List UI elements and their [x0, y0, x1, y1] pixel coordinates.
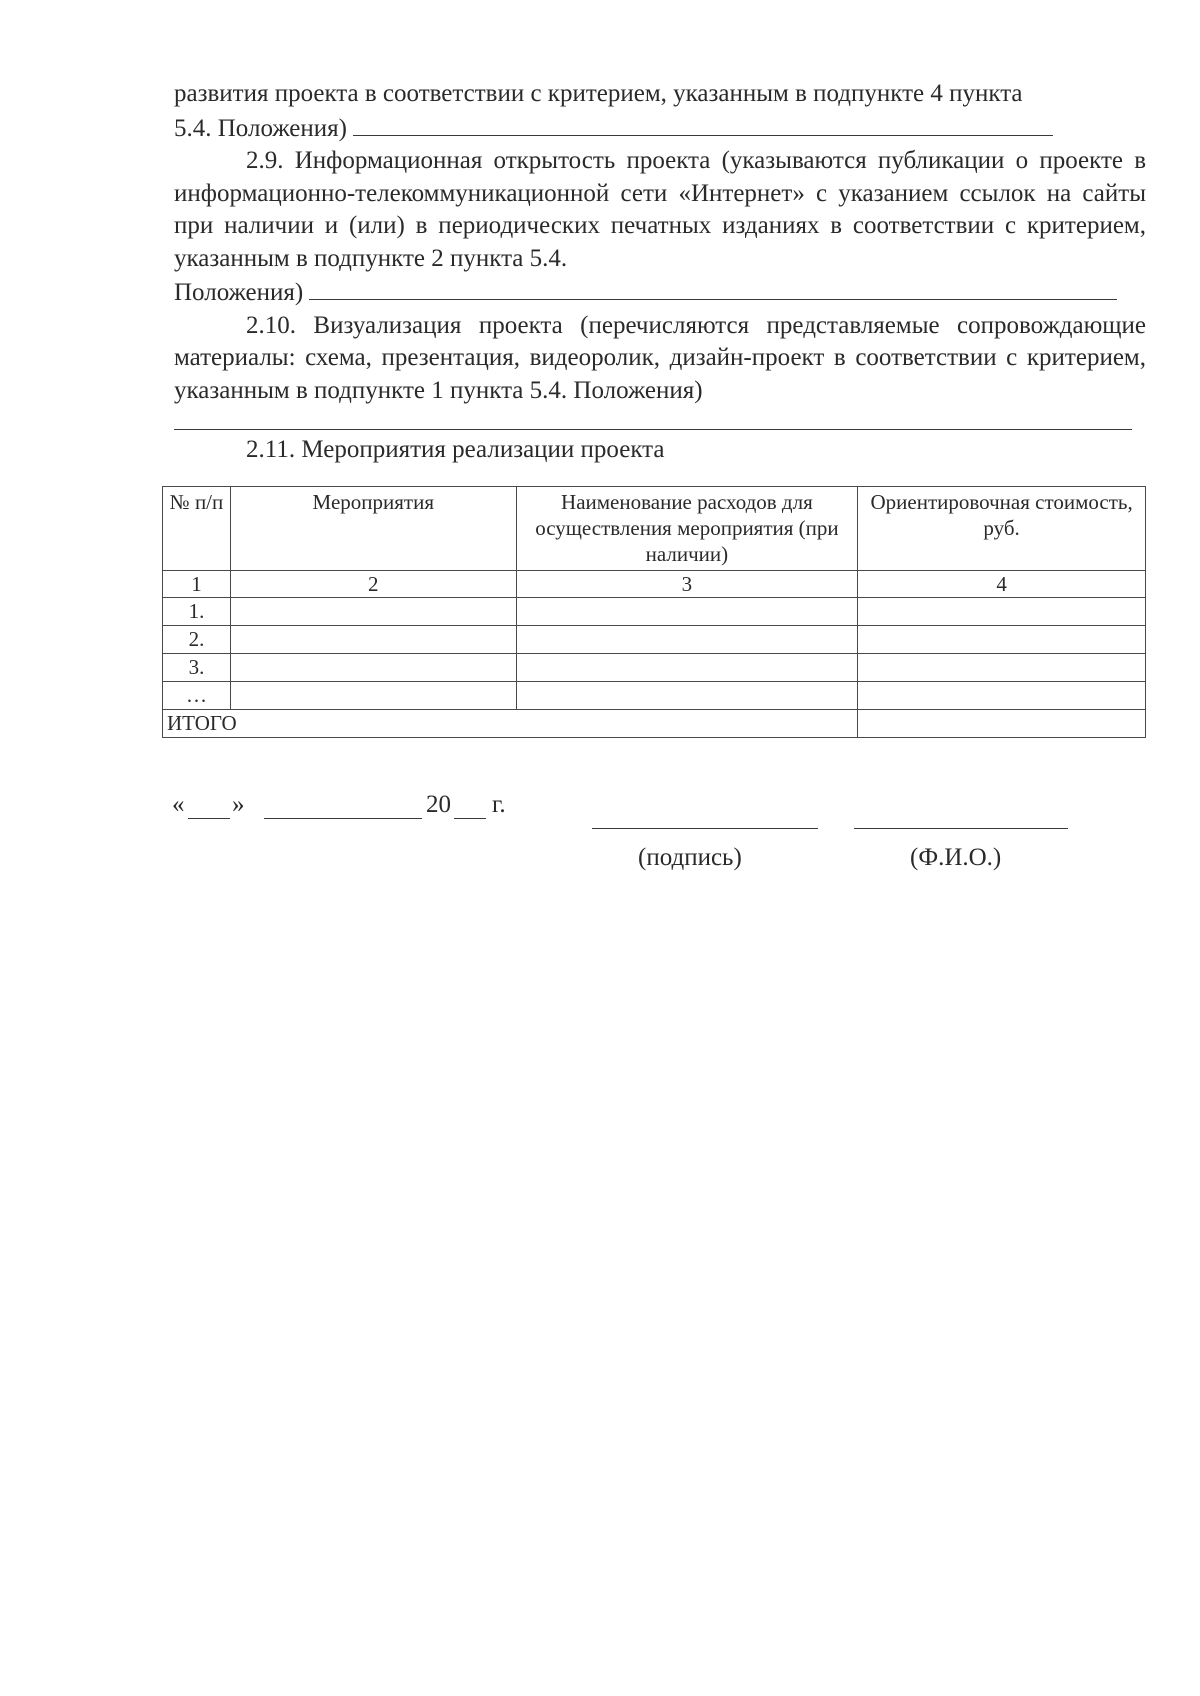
- signature-line[interactable]: [592, 800, 818, 829]
- paragraph-2-9-end: [174, 275, 1146, 310]
- fill-line-2-10: [174, 407, 1132, 430]
- name-line[interactable]: [854, 800, 1068, 829]
- table-row: [163, 626, 1146, 654]
- date-open-quote: «: [172, 791, 185, 818]
- table-row: [163, 598, 1146, 626]
- year-prefix: 20: [426, 791, 451, 818]
- row-number: …: [163, 682, 231, 710]
- paragraph-2-10: [174, 310, 1146, 408]
- cell-cost[interactable]: [858, 682, 1146, 710]
- total-cost-cell[interactable]: [858, 710, 1146, 738]
- cell-expense[interactable]: [516, 654, 858, 682]
- year-suffix: г.: [492, 791, 506, 818]
- document-body: [174, 78, 1146, 467]
- fill-line-2-9: [309, 275, 1117, 300]
- cell-cost[interactable]: [858, 598, 1146, 626]
- events-table: [162, 486, 1146, 738]
- cell-expense[interactable]: [516, 682, 858, 710]
- column-number-3: 3: [516, 571, 858, 598]
- paragraph-2-10-text: 2.10. Визуализация проекта (перечисляются представляемые сопровождающие материалы: схема, презентация, видеоролик, дизайн-проект в соответствии с критерием, указанным в подпункте 1 пункта 5.4. Положения): [174, 311, 1146, 404]
- fill-line-2-8: [353, 111, 1053, 136]
- table-total-row: [163, 710, 1146, 738]
- header-expenses: Наименование расходов для осуществления мероприятия (при наличии): [516, 487, 858, 571]
- date-close-quote: »: [232, 791, 245, 818]
- cell-event[interactable]: [230, 654, 516, 682]
- signature-label: (подпись): [638, 844, 742, 871]
- cell-expense[interactable]: [516, 598, 858, 626]
- table-title: 2.11. Мероприятия реализации проекта: [246, 436, 665, 463]
- column-number-4: 4: [858, 571, 1146, 598]
- date-day-line[interactable]: [188, 790, 230, 819]
- cell-event[interactable]: [230, 626, 516, 654]
- paragraph-2-8-tail: [174, 78, 1146, 145]
- paragraph-2-9-end-text: Положения): [174, 279, 304, 306]
- paragraph-2-9-text: 2.9. Информационная открытость проекта (указываются публикации о проекте в информационно-телекоммуникационной сети «Интернет» с указанием ссылок на сайты при наличии и (или) в периодических печатных изданиях в соответствии с критерием, указанным в подпункте 2 пункта 5.4.: [174, 147, 1146, 272]
- year-suffix-line[interactable]: [454, 790, 486, 819]
- date-month-line[interactable]: [264, 790, 422, 819]
- table-row: [163, 682, 1146, 710]
- table-column-numbers-row: [163, 571, 1146, 598]
- column-number-1: 1: [163, 571, 231, 598]
- header-cost: Ориентировочная стоимость, руб.: [858, 487, 1146, 571]
- paragraph-2-8-line2: 5.4. Положения): [174, 114, 347, 142]
- column-number-2: 2: [230, 571, 516, 598]
- cell-event[interactable]: [230, 598, 516, 626]
- table-header-row: [163, 487, 1146, 571]
- paragraph-2-8-line1: развития проекта в соответствии с критерием, указанным в подпункте 4 пункта: [174, 80, 1023, 107]
- row-number: 1.: [163, 598, 231, 626]
- name-label: (Ф.И.О.): [910, 844, 1002, 871]
- paragraph-2-9: [174, 145, 1146, 275]
- header-events: Мероприятия: [230, 487, 516, 571]
- cell-expense[interactable]: [516, 626, 858, 654]
- row-number: 3.: [163, 654, 231, 682]
- row-number: 2.: [163, 626, 231, 654]
- cell-event[interactable]: [230, 682, 516, 710]
- cell-cost[interactable]: [858, 626, 1146, 654]
- cell-cost[interactable]: [858, 654, 1146, 682]
- total-label: ИТОГО: [163, 710, 858, 738]
- header-number: № п/п: [163, 487, 231, 571]
- table-row: [163, 654, 1146, 682]
